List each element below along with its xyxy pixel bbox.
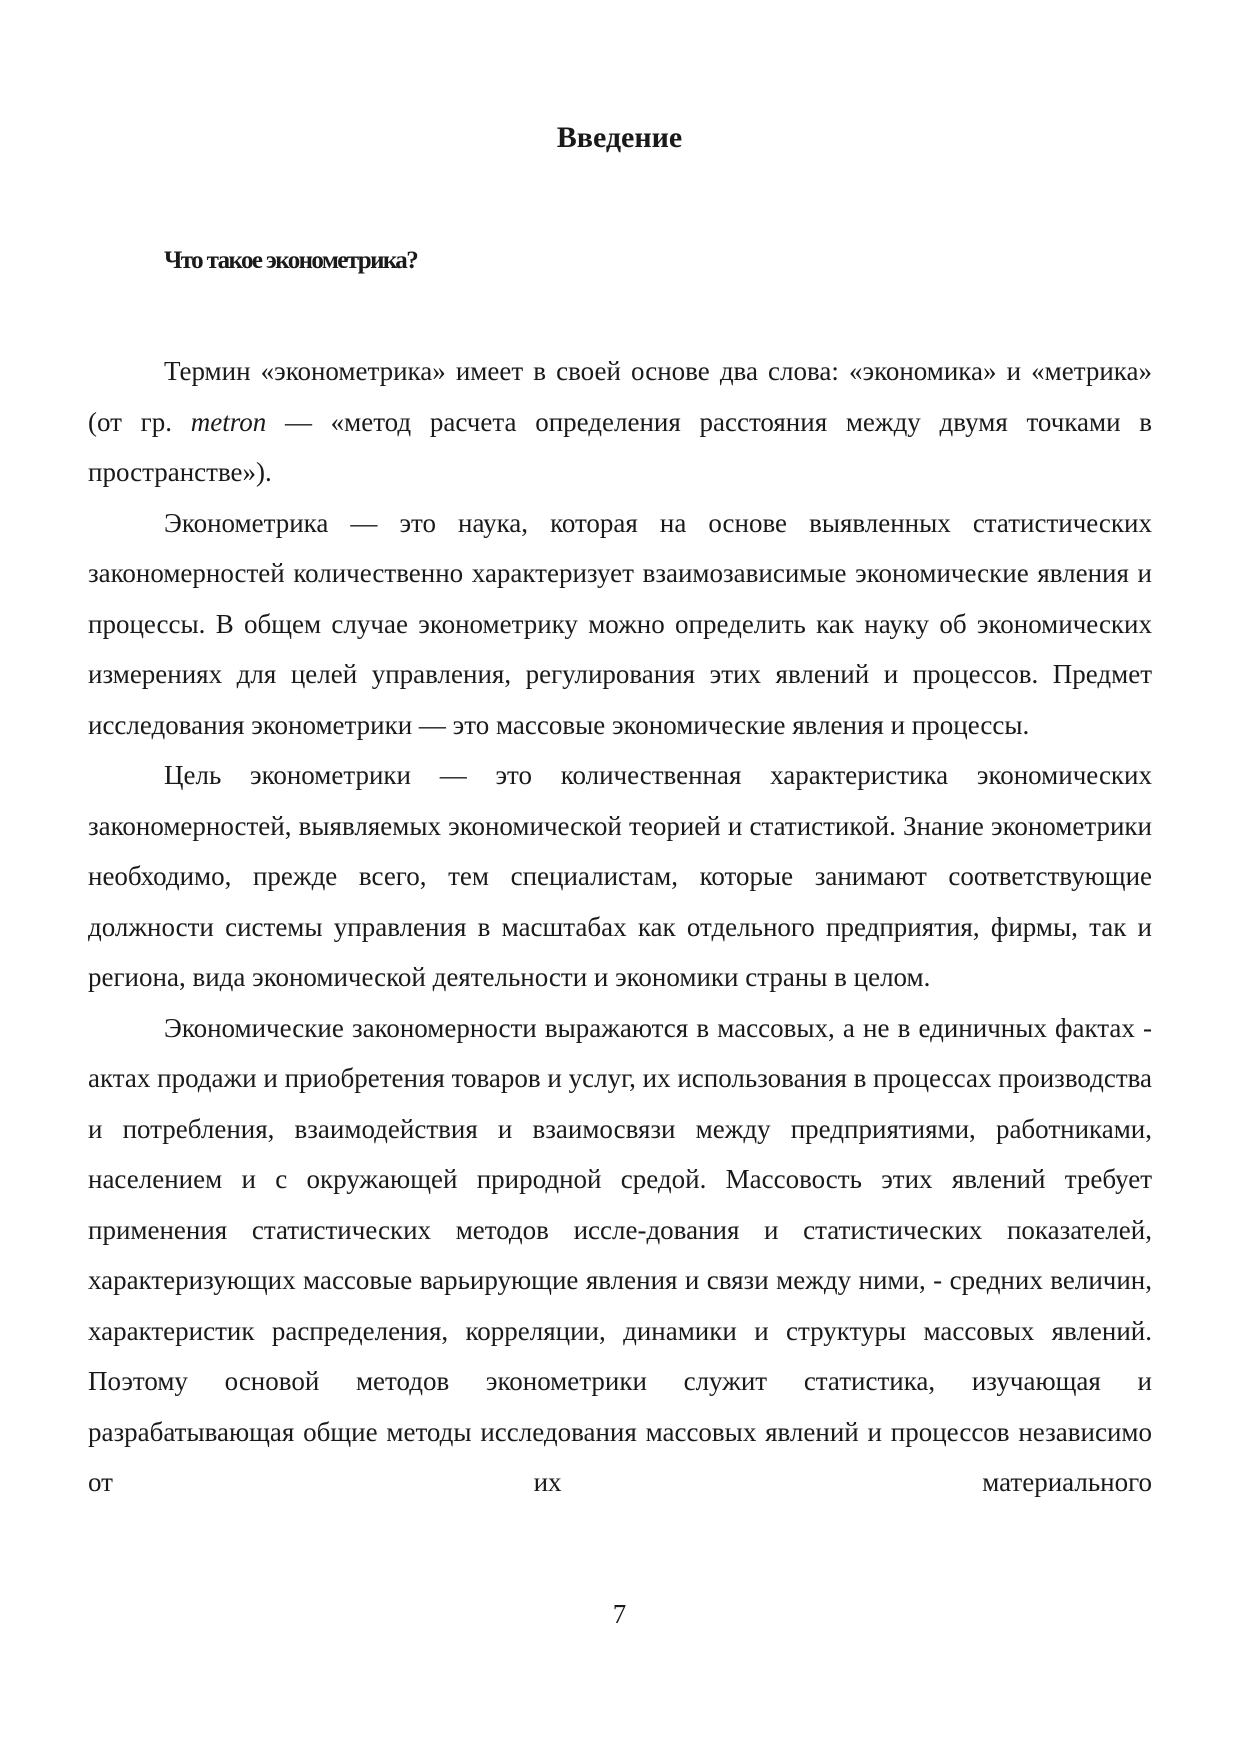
paragraph-science-definition: Эконометрика — это наука, которая на основе выявленных статистических закономерностей количественно характеризует взаимозависимые экономические явления и процессы. В общем случае эконометрику можно определить как науку об экономических измерениях для целей управления, регулирования этих явлений и процессов. Предмет исследования эконометрики — это массовые экономические явления и процессы. xyxy=(88,507,1152,740)
body-text xyxy=(88,346,1152,1508)
paragraph-term-definition xyxy=(88,346,1152,498)
paragraph-text: — «метод расчета определения расстояния между двумя точками в пространстве»). xyxy=(88,406,1152,487)
foreign-term: metron xyxy=(190,406,267,437)
paragraph-regularities: Экономические закономерности выражаются в массовых, а не в единичных фактах - актах продажи и приобретения товаров и услуг, их использования в процессах производства и потребления, взаимодействия и взаимосвязи между предприятиями, работниками, населением и с окружающей природной средой. Массовость этих явлений требует применения статистических методов иссле-дования и статистических показателей, характеризующих массовые варьирующие явления и связи между ними, - средних величин, характеристик распределения, корреляции, динамики и структуры массовых явлений. Поэтому основой методов эконометрики служит статистика, изучающая и разрабатывающая общие методы исследования массовых явлений и процессов независимо от их материального xyxy=(88,1012,1152,1497)
paragraph-text: Термин «эконометрика» имеет в своей основе два слова: «экономика» и «метрика» (от гр. xyxy=(88,356,1152,437)
paragraph-goal: Цель эконометрики — это количественная характеристика экономических закономерностей, выявляемых экономической теорией и статистикой. Знание эконометрики необходимо, прежде всего, тем специалистам, которые занимают соответствующие должности системы управления в масштабах как отдельного предприятия, фирмы, так и региона, вида экономической деятельности и экономики страны в целом. xyxy=(88,760,1152,992)
page-number: 7 xyxy=(612,1599,627,1629)
section-heading: Что такое эконометрика? xyxy=(164,247,418,274)
page-title: Введение xyxy=(556,121,683,154)
